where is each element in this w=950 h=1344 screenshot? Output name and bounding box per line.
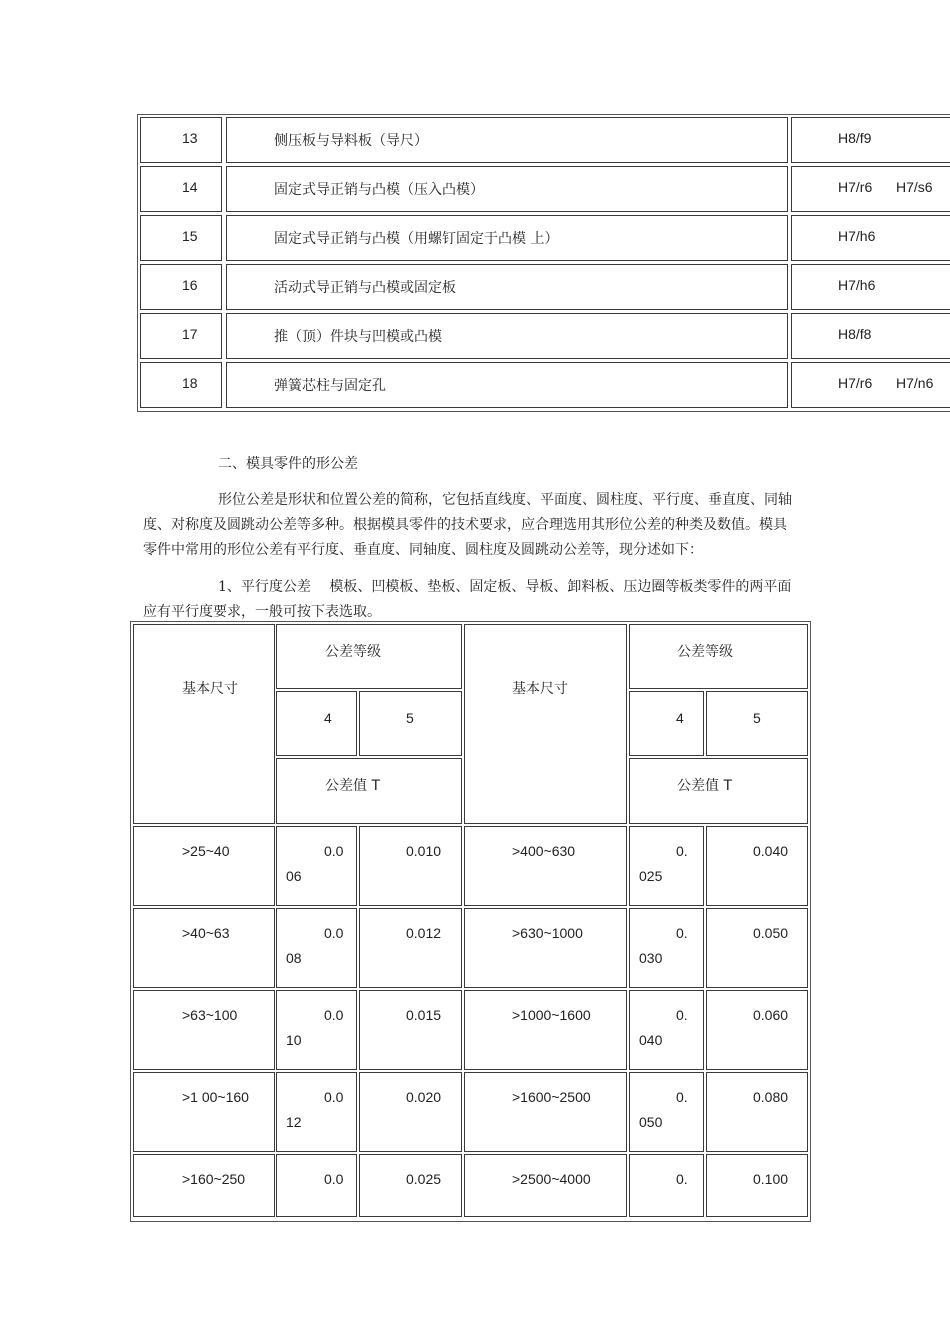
fit-row-number-cell <box>140 166 222 212</box>
fit-row-fit-alternative: H7/s6 <box>896 179 933 195</box>
grade4-value-left-wrap: 10 <box>286 1032 302 1048</box>
grade5-value-right: 0.050 <box>753 925 789 941</box>
size-range-right-cell <box>464 1154 627 1217</box>
grade4-value-right-cell <box>629 1154 704 1217</box>
grade4-value-right: 0. <box>676 925 688 941</box>
size-range-left-cell <box>133 826 275 906</box>
size-range-right: >1000~1600 <box>512 1007 591 1023</box>
fit-row-fit-cell <box>791 264 950 310</box>
size-range-left-cell <box>133 990 275 1070</box>
grade4-value-left-cell <box>276 1154 357 1217</box>
fit-row-fit-cell <box>791 215 950 261</box>
grade5-value-right-cell <box>706 1072 808 1152</box>
header-tolerance-value-right: 公差值 T <box>629 758 808 824</box>
grade4-value-left-cell <box>276 826 357 906</box>
grade4-value-left-wrap: 06 <box>286 868 302 884</box>
grade5-value-left: 0.015 <box>406 1007 442 1023</box>
grade4-value-left: 0.0 <box>324 925 344 941</box>
size-range-left: >40~63 <box>182 925 230 941</box>
fit-row-description-cell <box>226 117 788 163</box>
grade4-value-right: 0. <box>676 1089 688 1105</box>
grade5-value-right: 0.100 <box>753 1171 789 1187</box>
grade4-value-left-wrap: 12 <box>286 1114 302 1130</box>
fit-row-description: 弹簧芯柱与固定孔 <box>274 378 386 394</box>
grade4-value-left: 0.0 <box>324 1007 344 1023</box>
header-grade5-left: 5 <box>359 691 462 756</box>
fit-row-description-cell <box>226 362 788 408</box>
grade4-value-right-wrap: 025 <box>639 868 663 884</box>
header-grade4-right: 4 <box>629 691 704 756</box>
grade5-value-left-cell <box>359 908 462 988</box>
grade4-value-right: 0. <box>676 1007 688 1023</box>
grade4-value-left-cell <box>276 990 357 1070</box>
size-range-left: >1 00~160 <box>182 1089 249 1105</box>
size-range-right-cell <box>464 1072 627 1152</box>
header-grade-left: 公差等级 <box>276 624 462 689</box>
fit-row-fit-cell <box>791 362 950 408</box>
fit-row-number-cell <box>140 117 222 163</box>
fit-row-description: 活动式导正销与凸模或固定板 <box>274 280 456 296</box>
fit-row-description: 侧压板与导料板（导尺） <box>274 133 428 149</box>
grade5-value-left-cell <box>359 1154 462 1217</box>
fit-row-description-cell <box>226 166 788 212</box>
grade5-value-left-cell <box>359 826 462 906</box>
grade4-value-left: 0.0 <box>324 1089 344 1105</box>
fit-row-number-cell <box>140 313 222 359</box>
fit-row-number: 18 <box>182 375 198 391</box>
grade5-value-left: 0.025 <box>406 1171 442 1187</box>
size-range-right: >2500~4000 <box>512 1171 591 1187</box>
grade4-value-right-cell <box>629 990 704 1070</box>
fit-row-number-cell <box>140 264 222 310</box>
fit-row-fit-primary: H7/r6 <box>838 179 873 195</box>
grade5-value-right-cell <box>706 990 808 1070</box>
grade5-value-right-cell <box>706 826 808 906</box>
fit-row-fit-primary: H7/h6 <box>838 277 876 293</box>
grade4-value-right-cell <box>629 908 704 988</box>
grade4-value-left-cell <box>276 1072 357 1152</box>
grade5-value-right: 0.060 <box>753 1007 789 1023</box>
fit-row-number: 16 <box>182 277 198 293</box>
size-range-right: >1600~2500 <box>512 1089 591 1105</box>
paragraph-parallelism: 1、平行度公差 模板、凹模板、垫板、固定板、导板、卸料板、压边圈等板类零件的两平面 应有平行度要求，一般可按下表选取。 <box>143 579 792 620</box>
fit-row-fit-cell <box>791 117 950 163</box>
header-grade4-left: 4 <box>276 691 357 756</box>
size-range-left-cell <box>133 1154 275 1217</box>
fit-row-description: 推（顶）件块与凹模或凸模 <box>274 329 442 345</box>
size-range-left: >160~250 <box>182 1171 246 1187</box>
grade4-value-right-cell <box>629 826 704 906</box>
section-heading: 二、模具零件的形公差 <box>218 456 358 472</box>
fit-row-description: 固定式导正销与凸模（压入凸模） <box>274 182 484 198</box>
fit-row-number: 17 <box>182 326 198 342</box>
fit-row-fit-primary: H8/f9 <box>838 130 872 146</box>
grade5-value-right-cell <box>706 1154 808 1217</box>
grade4-value-right-wrap: 050 <box>639 1114 663 1130</box>
grade5-value-right-cell <box>706 908 808 988</box>
fit-row-number-cell <box>140 215 222 261</box>
grade5-value-left: 0.010 <box>406 843 442 859</box>
fit-row-fit-alternative: H7/n6 <box>896 375 934 391</box>
size-range-left: >63~100 <box>182 1007 238 1023</box>
grade4-value-right-wrap: 030 <box>639 950 663 966</box>
fit-row-number: 14 <box>182 179 198 195</box>
header-grade-right: 公差等级 <box>629 624 808 689</box>
grade4-value-right-cell <box>629 1072 704 1152</box>
fit-row-fit-cell <box>791 166 950 212</box>
grade5-value-left-cell <box>359 1072 462 1152</box>
grade5-value-right: 0.080 <box>753 1089 789 1105</box>
grade5-value-right: 0.040 <box>753 843 789 859</box>
fit-row-number: 15 <box>182 228 198 244</box>
fit-row-fit-primary: H7/r6 <box>838 375 873 391</box>
fit-row-description-cell <box>226 313 788 359</box>
grade5-value-left: 0.012 <box>406 925 442 941</box>
grade5-value-left: 0.020 <box>406 1089 442 1105</box>
header-basic-size-right: 基本尺寸 <box>464 624 627 824</box>
grade4-value-left: 0.0 <box>324 843 344 859</box>
grade4-value-right: 0. <box>676 1171 688 1187</box>
paragraph-form-tolerance: 形位公差是形状和位置公差的简称，它包括直线度、平面度、圆柱度、平行度、垂直度、同轴 度、对称度及圆跳动公差等多种。根据模具零件的技术要求，应合理选用其形位公差的种类及数值。模具 零件中常用的形位公差有平行度、垂直度、同轴度、圆柱度及圆跳动公差等，现分述如下： <box>143 492 792 558</box>
fit-row-description-cell <box>226 264 788 310</box>
size-range-right: >400~630 <box>512 843 576 859</box>
header-basic-size-left: 基本尺寸 <box>133 624 275 824</box>
grade4-value-left: 0.0 <box>324 1171 344 1187</box>
size-range-right-cell <box>464 826 627 906</box>
grade5-value-left-cell <box>359 990 462 1070</box>
fit-row-number-cell <box>140 362 222 408</box>
fit-row-fit-primary: H8/f8 <box>838 326 872 342</box>
size-range-left: >25~40 <box>182 843 230 859</box>
fit-row-description: 固定式导正销与凸模（用螺钉固定于凸模 上） <box>274 231 559 247</box>
header-grade5-right: 5 <box>706 691 808 756</box>
size-range-right: >630~1000 <box>512 925 583 941</box>
fit-row-number: 13 <box>182 130 198 146</box>
grade4-value-left-wrap: 08 <box>286 950 302 966</box>
size-range-right-cell <box>464 990 627 1070</box>
header-tolerance-value-left: 公差值 T <box>276 758 462 824</box>
size-range-left-cell <box>133 1072 275 1152</box>
grade4-value-left-cell <box>276 908 357 988</box>
grade4-value-right: 0. <box>676 843 688 859</box>
grade4-value-right-wrap: 040 <box>639 1032 663 1048</box>
size-range-left-cell <box>133 908 275 988</box>
fit-row-description-cell <box>226 215 788 261</box>
size-range-right-cell <box>464 908 627 988</box>
fit-row-fit-cell <box>791 313 950 359</box>
fit-row-fit-primary: H7/h6 <box>838 228 876 244</box>
